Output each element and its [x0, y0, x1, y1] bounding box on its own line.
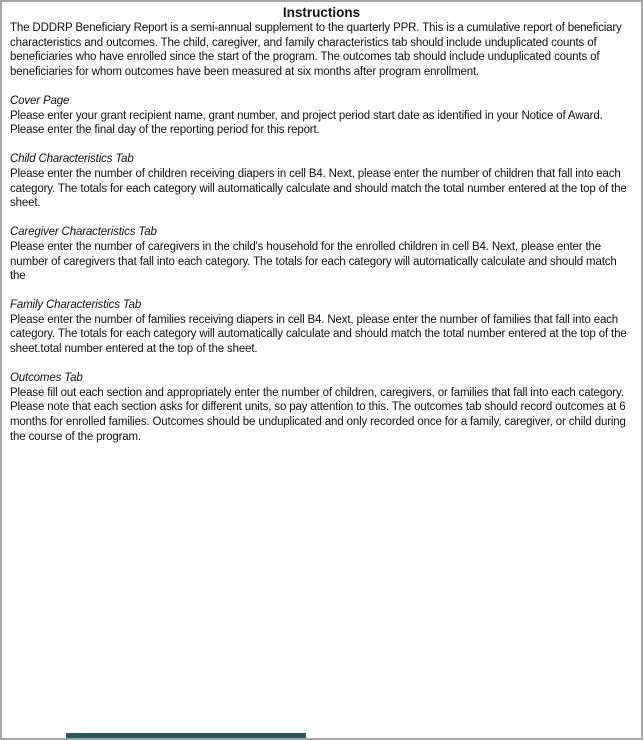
section-heading: Child Characteristics Tab	[10, 153, 134, 166]
section-heading: Outcomes Tab	[10, 372, 83, 385]
section-caregiver-characteristics	[10, 225, 633, 283]
section-family-characteristics	[10, 298, 633, 356]
horizontal-scrollbar-thumb[interactable]	[66, 733, 306, 738]
page-title: Instructions	[282, 5, 361, 20]
section-cover-page	[10, 94, 633, 138]
section-heading: Family Characteristics Tab	[10, 299, 142, 312]
section-outcomes	[10, 371, 633, 444]
section-body: Please enter the number of caregivers in the child's household for the enrolled children in cell B4. Next, please enter the number of caregivers that fall into each category. The totals for each category will automatically calculate and should match the	[10, 240, 617, 283]
section-body: Please fill out each section and appropriately enter the number of children, caregivers, or families that fall into each category. Please note that each section asks for different units, so pay attention to this. The outcomes tab should record outcomes at 6 months for enrolled families. Outcomes should be unduplicated and only recorded once for a family, caregiver, or child during the course of the program.	[10, 386, 626, 443]
section-body: Please enter your grant recipient name, grant number, and project period start date as identified in your Notice of Award. Please enter the final day of the reporting period for this report.	[10, 109, 603, 137]
instructions-content	[2, 2, 641, 444]
section-child-characteristics	[10, 152, 633, 210]
section-body: Please enter the number of children receiving diapers in cell B4. Next, please enter the number of children that fall into each category. The totals for each category will automatically calculate and should match the total number entered at the top of the sheet.	[10, 167, 627, 210]
section-heading: Caregiver Characteristics Tab	[10, 226, 157, 239]
section-heading: Cover Page	[10, 94, 70, 107]
intro-paragraph: The DDDRP Beneficiary Report is a semi-annual supplement to the quarterly PPR. This is a cumulative report of beneficiary characteristics and outcomes. The child, caregiver, and family characteristics tab should include unduplicated counts of beneficiaries who have enrolled since the start of the program. The outcomes tab should include unduplicated counts of beneficiaries for whom outcomes have been measured at six months after program enrollment.	[10, 22, 622, 78]
section-body: Please enter the number of families receiving diapers in cell B4. Next, please enter the number of families that fall into each category. The totals for each category will automatically calculate and should match the total number entered at the top of the sheet.total number entered at the top of the sheet.	[10, 313, 627, 356]
